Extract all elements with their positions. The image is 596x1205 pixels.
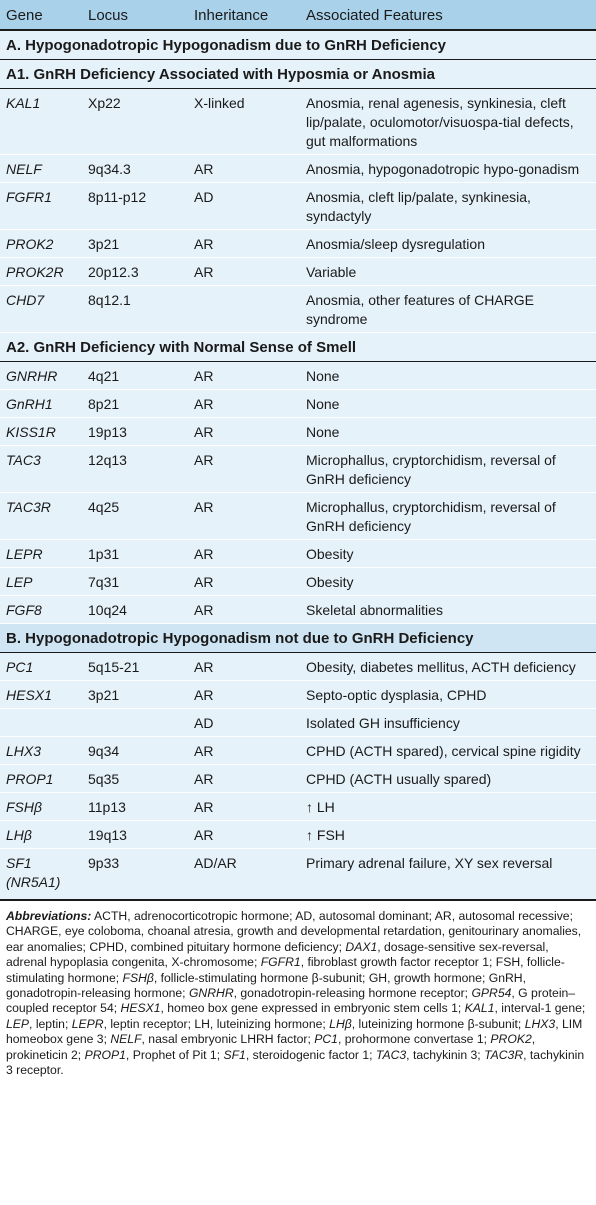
features-cell: Skeletal abnormalities [300,596,596,624]
gene-cell: KAL1 [0,89,82,155]
gene-cell: FGFR1 [0,183,82,230]
gene-cell: NELF [0,155,82,183]
abbreviation-term: TAC3 [375,1047,407,1062]
gene-cell: LEPR [0,540,82,568]
header-features: Associated Features [300,0,596,30]
inheritance-cell: AR [188,390,300,418]
abbreviation-term: LEPR [71,1016,104,1031]
table-row [0,540,596,568]
table-row [0,258,596,286]
abbreviation-term: LEP [6,1016,30,1031]
section-a-heading [0,30,596,60]
locus-cell: 19p13 [82,418,188,446]
inheritance-cell: AR [188,493,300,540]
gene-cell: TAC3 [0,446,82,493]
table-row [0,183,596,230]
features-cell: Anosmia, hypogonadotropic hypo-gonadism [300,155,596,183]
abbreviations-lead: Abbreviations: [6,909,92,923]
inheritance-cell: AR [188,418,300,446]
locus-cell: 7q31 [82,568,188,596]
table-row [0,230,596,258]
gene-cell: PC1 [0,653,82,681]
table-row [0,493,596,540]
abbreviation-term: KAL1 [464,1001,495,1016]
abbreviation-text: , steroidogenic factor 1; [245,1047,376,1062]
section-a2-heading [0,333,596,362]
features-cell: ↑ FSH [300,821,596,849]
abbreviation-text: , Prophet of Pit 1; [125,1047,224,1062]
inheritance-cell: AR [188,821,300,849]
inheritance-cell: AR [188,540,300,568]
abbreviation-term: NELF [110,1032,142,1047]
header-locus: Locus [82,0,188,30]
inheritance-cell: AR [188,446,300,493]
section-b-heading [0,624,596,653]
features-cell: None [300,418,596,446]
gene-cell: FSHβ [0,793,82,821]
gene-cell: PROP1 [0,765,82,793]
table-row [0,155,596,183]
locus-cell: 5q15-21 [82,653,188,681]
table-row [0,568,596,596]
inheritance-cell: X-linked [188,89,300,155]
locus-cell [82,709,188,737]
gene-cell: PROK2 [0,230,82,258]
abbreviation-term: GNRHR [188,986,234,1001]
section-a1-title: A1. GnRH Deficiency Associated with Hyposmia or Anosmia [0,60,596,89]
table-row [0,793,596,821]
locus-cell: 10q24 [82,596,188,624]
gene-cell: PROK2R [0,258,82,286]
features-cell: CPHD (ACTH spared), cervical spine rigidity [300,737,596,765]
gene-cell: FGF8 [0,596,82,624]
abbreviation-text: , LIM homeobox gene 3; [6,1016,583,1047]
abbreviation-text: , tachykinin 3 receptor. [6,1047,585,1078]
features-cell: Microphallus, cryptorchidism, reversal of GnRH deficiency [300,493,596,540]
section-a2-title: A2. GnRH Deficiency with Normal Sense of Smell [0,333,596,362]
features-cell: CPHD (ACTH usually spared) [300,765,596,793]
features-cell: None [300,390,596,418]
locus-cell: 9q34.3 [82,155,188,183]
abbreviation-term: PC1 [314,1032,338,1047]
abbreviations-footnote [0,901,596,1078]
features-cell: Variable [300,258,596,286]
abbreviation-text: , dosage-sensitive sex-reversal, adrenal hypoplasia congenita, X-chromosome; [6,939,549,970]
header-gene: Gene [0,0,82,30]
locus-cell: 8p21 [82,390,188,418]
locus-cell: 19q13 [82,821,188,849]
table-row [0,362,596,390]
abbreviation-text: , luteinizing hormone β-subunit; [351,1016,525,1031]
abbreviation-term: HESX1 [120,1001,161,1016]
features-cell: Anosmia, other features of CHARGE syndrome [300,286,596,333]
table-row [0,821,596,849]
features-cell: Isolated GH insufficiency [300,709,596,737]
table-row [0,653,596,681]
inheritance-cell: AR [188,596,300,624]
features-cell: ↑ LH [300,793,596,821]
gene-cell: LEP [0,568,82,596]
locus-cell: 9q34 [82,737,188,765]
abbreviation-term: FGFR1 [260,955,301,970]
inheritance-cell: AD [188,709,300,737]
abbreviation-term: SF1 [223,1047,246,1062]
inheritance-cell: AR [188,568,300,596]
inheritance-cell: AR [188,681,300,709]
table-row [0,765,596,793]
abbreviation-text: , interval-1 gene; [494,1001,586,1016]
gene-cell [0,709,82,737]
abbreviation-text: , G protein–coupled receptor 54; [6,986,576,1016]
table-row [0,596,596,624]
abbreviation-term: FSHβ [122,970,154,985]
features-cell: Primary adrenal failure, XY sex reversal [300,849,596,901]
section-b-title: B. Hypogonadotropic Hypogonadism not due to GnRH Deficiency [0,624,596,653]
features-cell: None [300,362,596,390]
abbreviation-text: , fibroblast growth factor receptor 1; FSH, follicle-stimulating hormone; [6,955,565,985]
abbreviation-term: TAC3R [484,1047,524,1062]
abbreviation-term: GPR54 [471,986,512,1001]
locus-cell: 20p12.3 [82,258,188,286]
gene-cell: TAC3R [0,493,82,540]
locus-cell: 3p21 [82,230,188,258]
features-cell: Anosmia, cleft lip/palate, synkinesia, syndactyly [300,183,596,230]
features-cell: Obesity [300,540,596,568]
inheritance-cell: AR [188,765,300,793]
abbreviation-text: , prokineticin 2; [6,1032,536,1062]
section-a-title: A. Hypogonadotropic Hypogonadism due to GnRH Deficiency [0,30,596,60]
inheritance-cell [188,286,300,333]
locus-cell: 8q12.1 [82,286,188,333]
abbreviation-text: , homeo box gene expressed in embryonic stem cells 1; [160,1001,465,1016]
abbreviation-text: , nasal embryonic LHRH factor; [141,1032,315,1047]
features-cell: Septo-optic dysplasia, CPHD [300,681,596,709]
abbreviations-body [6,909,585,1077]
abbreviation-text: , leptin; [29,1016,72,1031]
table-row [0,89,596,155]
table-row [0,737,596,765]
abbreviation-text: , tachykinin 3; [406,1047,485,1062]
abbreviation-term: PROP1 [84,1047,126,1062]
locus-cell: 5q35 [82,765,188,793]
inheritance-cell: AR [188,653,300,681]
abbreviation-text: , prohormone convertase 1; [337,1032,491,1047]
inheritance-cell: AD/AR [188,849,300,901]
locus-cell: 12q13 [82,446,188,493]
gene-cell: LHX3 [0,737,82,765]
abbreviation-text: , leptin receptor; LH, luteinizing hormone; [103,1016,330,1031]
gene-cell: LHβ [0,821,82,849]
table-row [0,418,596,446]
locus-cell: Xp22 [82,89,188,155]
header-inheritance: Inheritance [188,0,300,30]
gene-cell: HESX1 [0,681,82,709]
abbreviation-term: LHX3 [524,1016,556,1031]
abbreviation-text: ACTH, adrenocorticotropic hormone; AD, autosomal dominant; AR, autosomal recessive; CHARGE, eye coloboma, choanal atresia, growth and developmental retardation, genitourinary anomalies, ear anomalies; CPHD, combined pituitary hormone deficiency; [6,909,582,954]
inheritance-cell: AR [188,362,300,390]
table-row [0,681,596,709]
locus-cell: 1p31 [82,540,188,568]
features-cell: Microphallus, cryptorchidism, reversal of GnRH deficiency [300,446,596,493]
locus-cell: 11p13 [82,793,188,821]
features-cell: Anosmia/sleep dysregulation [300,230,596,258]
table-row [0,849,596,901]
abbreviation-text: , follicle-stimulating hormone β-subunit; GH, growth hormone; GnRH, gonadotropin-releasing hormone; [6,970,526,1001]
inheritance-cell: AR [188,793,300,821]
abbreviation-term: DAX1 [345,939,378,954]
gene-cell: GnRH1 [0,390,82,418]
inheritance-cell: AD [188,183,300,230]
table-row [0,390,596,418]
locus-cell: 9p33 [82,849,188,901]
inheritance-cell: AR [188,258,300,286]
locus-cell: 4q25 [82,493,188,540]
abbreviation-term: LHβ [329,1016,352,1031]
locus-cell: 4q21 [82,362,188,390]
inheritance-cell: AR [188,230,300,258]
abbreviation-term: PROK2 [490,1032,532,1047]
table-row [0,446,596,493]
inheritance-cell: AR [188,155,300,183]
inheritance-cell: AR [188,737,300,765]
section-a1-heading [0,60,596,89]
table-row [0,709,596,737]
gene-cell: SF1 (NR5A1) [0,849,82,901]
gene-cell: CHD7 [0,286,82,333]
locus-cell: 8p11-p12 [82,183,188,230]
gene-cell: GNRHR [0,362,82,390]
locus-cell: 3p21 [82,681,188,709]
table-row [0,286,596,333]
features-cell: Obesity [300,568,596,596]
header-row [0,0,596,30]
gene-cell: KISS1R [0,418,82,446]
features-cell: Anosmia, renal agenesis, synkinesia, cleft lip/palate, oculomotor/visuospa-tial defects, gut malformations [300,89,596,155]
features-cell: Obesity, diabetes mellitus, ACTH deficiency [300,653,596,681]
abbreviation-text: , gonadotropin-releasing hormone receptor; [233,986,472,1001]
